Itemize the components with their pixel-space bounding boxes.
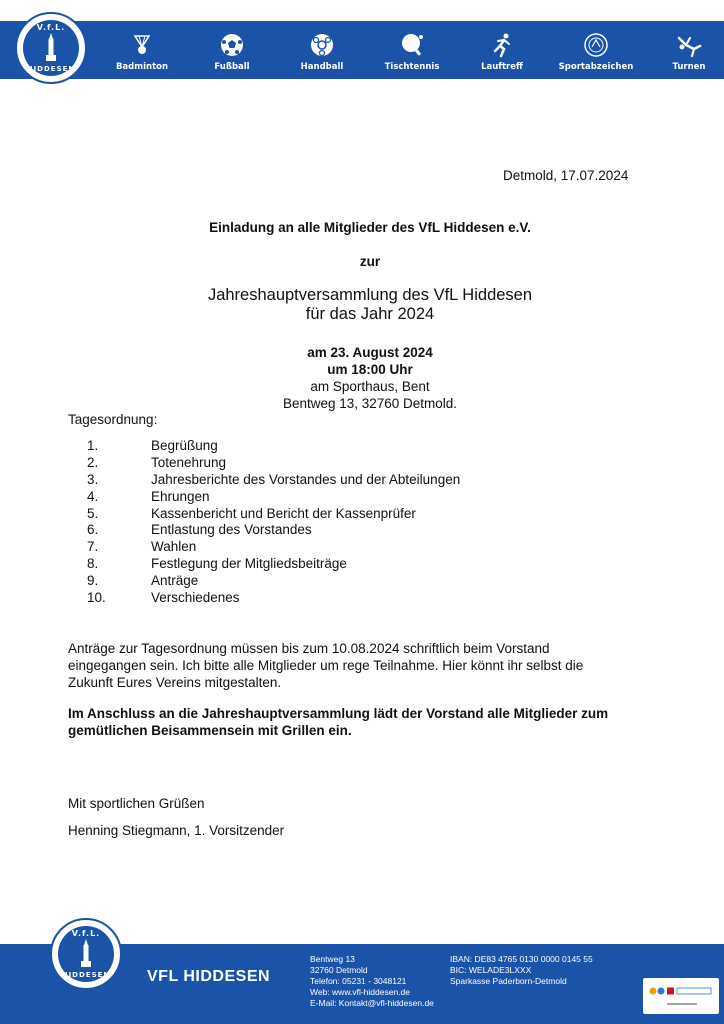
logo-emblem bbox=[23, 20, 79, 76]
agenda-text: Ehrungen bbox=[151, 489, 210, 504]
agenda-text: Festlegung der Mitgliedsbeiträge bbox=[151, 556, 347, 571]
agenda-text: Anträge bbox=[151, 573, 199, 588]
agenda-text: Verschiedenes bbox=[151, 590, 240, 605]
nav-label: Handball bbox=[300, 62, 344, 72]
agenda-number: 1. bbox=[87, 438, 99, 453]
agenda-number: 2. bbox=[87, 455, 99, 470]
agenda-number: 4. bbox=[87, 489, 99, 504]
agenda-text: Kassenbericht und Bericht der Kassenprüfer bbox=[151, 506, 416, 521]
footer-iban: IBAN: DE83 4765 0130 0000 0145 55 bbox=[450, 954, 593, 964]
logo-bottom-text: HIDDESEN bbox=[26, 65, 76, 73]
nav-fussball[interactable] bbox=[187, 21, 277, 79]
runner-icon bbox=[489, 32, 515, 58]
logo-emblem bbox=[58, 926, 114, 982]
partner-tagline-icon bbox=[667, 1002, 697, 1006]
footer-bic: BIC: WELADE3LXXX bbox=[450, 965, 532, 975]
nav-label: Lauftreff bbox=[481, 62, 523, 72]
badge-icon bbox=[583, 32, 609, 58]
handball-icon bbox=[309, 32, 335, 58]
agenda-heading: Tagesordnung: bbox=[68, 412, 158, 427]
agenda-number: 8. bbox=[87, 556, 99, 571]
club-logo[interactable] bbox=[15, 12, 87, 84]
agenda-number: 10. bbox=[87, 590, 106, 605]
signature: Henning Stiegmann, 1. Vorsitzender bbox=[68, 823, 285, 838]
agenda-text: Begrüßung bbox=[151, 438, 218, 453]
agenda-number: 5. bbox=[87, 506, 99, 521]
title-line-1: Jahreshauptversammlung des VfL Hiddesen bbox=[207, 286, 533, 304]
meeting-address: Bentweg 13, 32760 Detmold. bbox=[282, 396, 458, 411]
paragraph-line: Zukunft Eures Vereins mitgestalten. bbox=[68, 675, 282, 690]
header-bar bbox=[0, 21, 724, 79]
soccer-ball-icon bbox=[219, 32, 245, 58]
footer-contact bbox=[310, 954, 434, 1009]
footer-email-link[interactable]: E-Mail: Kontakt@vfl-hiddesen.de bbox=[310, 998, 434, 1008]
nav-label: Turnen bbox=[672, 62, 706, 72]
greeting: Mit sportlichen Grüßen bbox=[68, 796, 205, 811]
footer-street: Bentweg 13 bbox=[310, 954, 355, 964]
nav-label: Fußball bbox=[214, 62, 250, 72]
logo-bottom-text: HIDDESEN bbox=[61, 971, 111, 979]
zur-line: zur bbox=[359, 254, 381, 269]
nav-tischtennis[interactable] bbox=[367, 21, 457, 79]
logo-top-text: V.f.L. bbox=[71, 929, 101, 938]
agenda-number: 7. bbox=[87, 539, 99, 554]
footer-club-name: VFL HIDDESEN bbox=[147, 968, 271, 985]
partner-badge bbox=[643, 978, 719, 1014]
letter-date: Detmold, 17.07.2024 bbox=[503, 168, 629, 183]
footer-bank bbox=[450, 954, 593, 987]
tower-icon bbox=[45, 33, 57, 63]
paragraph-line: Anträge zur Tagesordnung müssen bis zum 10.08.2024 schriftlich beim Vorstand bbox=[68, 641, 550, 656]
nav-turnen[interactable] bbox=[644, 21, 724, 79]
agenda-number: 9. bbox=[87, 573, 99, 588]
agenda-text: Totenehrung bbox=[151, 455, 227, 470]
agenda-number: 3. bbox=[87, 472, 99, 487]
nav-lauftreff[interactable] bbox=[457, 21, 547, 79]
tower-icon bbox=[80, 939, 92, 969]
nav-label: Badminton bbox=[115, 62, 169, 72]
nav-label: Sportabzeichen bbox=[558, 62, 634, 72]
footer-club-logo bbox=[50, 918, 122, 990]
footer-web-link[interactable]: Web: www.vfl-hiddesen.de bbox=[310, 987, 411, 997]
agenda-text: Jahresberichte des Vorstandes und der Abteilungen bbox=[151, 472, 461, 487]
meeting-place: am Sporthaus, Bent bbox=[310, 379, 430, 394]
nav-handball[interactable] bbox=[277, 21, 367, 79]
nav-label: Tischtennis bbox=[384, 62, 440, 72]
logo-top-text: V.f.L. bbox=[36, 23, 66, 32]
footer-phone: Telefon: 05231 - 3048121 bbox=[310, 976, 407, 986]
agenda-text: Wahlen bbox=[151, 539, 197, 554]
agenda-text: Entlastung des Vorstandes bbox=[151, 522, 312, 537]
meeting-time: um 18:00 Uhr bbox=[327, 362, 413, 377]
invite-line: Einladung an alle Mitglieder des VfL Hiddesen e.V. bbox=[209, 220, 531, 235]
footer-bank-name: Sparkasse Paderborn-Detmold bbox=[450, 976, 567, 986]
gymnast-icon bbox=[676, 32, 702, 58]
footer-city: 32760 Detmold bbox=[310, 965, 368, 975]
partner-logos-icon bbox=[649, 986, 713, 996]
agenda-number: 6. bbox=[87, 522, 99, 537]
paragraph-line: eingegangen sein. Ich bitte alle Mitglieder um rege Teilnahme. Hier könnt ihr selbst die bbox=[68, 658, 584, 673]
title-line-2: für das Jahr 2024 bbox=[305, 305, 435, 323]
meeting-date: am 23. August 2024 bbox=[307, 345, 433, 360]
bold-paragraph-line: Im Anschluss an die Jahreshauptversammlung lädt der Vorstand alle Mitglieder zum bbox=[68, 706, 609, 721]
table-tennis-icon bbox=[399, 32, 425, 58]
nav-sportabzeichen[interactable] bbox=[551, 21, 641, 79]
nav-badminton[interactable] bbox=[97, 21, 187, 79]
bold-paragraph-line: gemütlichen Beisammensein mit Grillen ein. bbox=[68, 723, 352, 738]
shuttlecock-icon bbox=[129, 32, 155, 58]
